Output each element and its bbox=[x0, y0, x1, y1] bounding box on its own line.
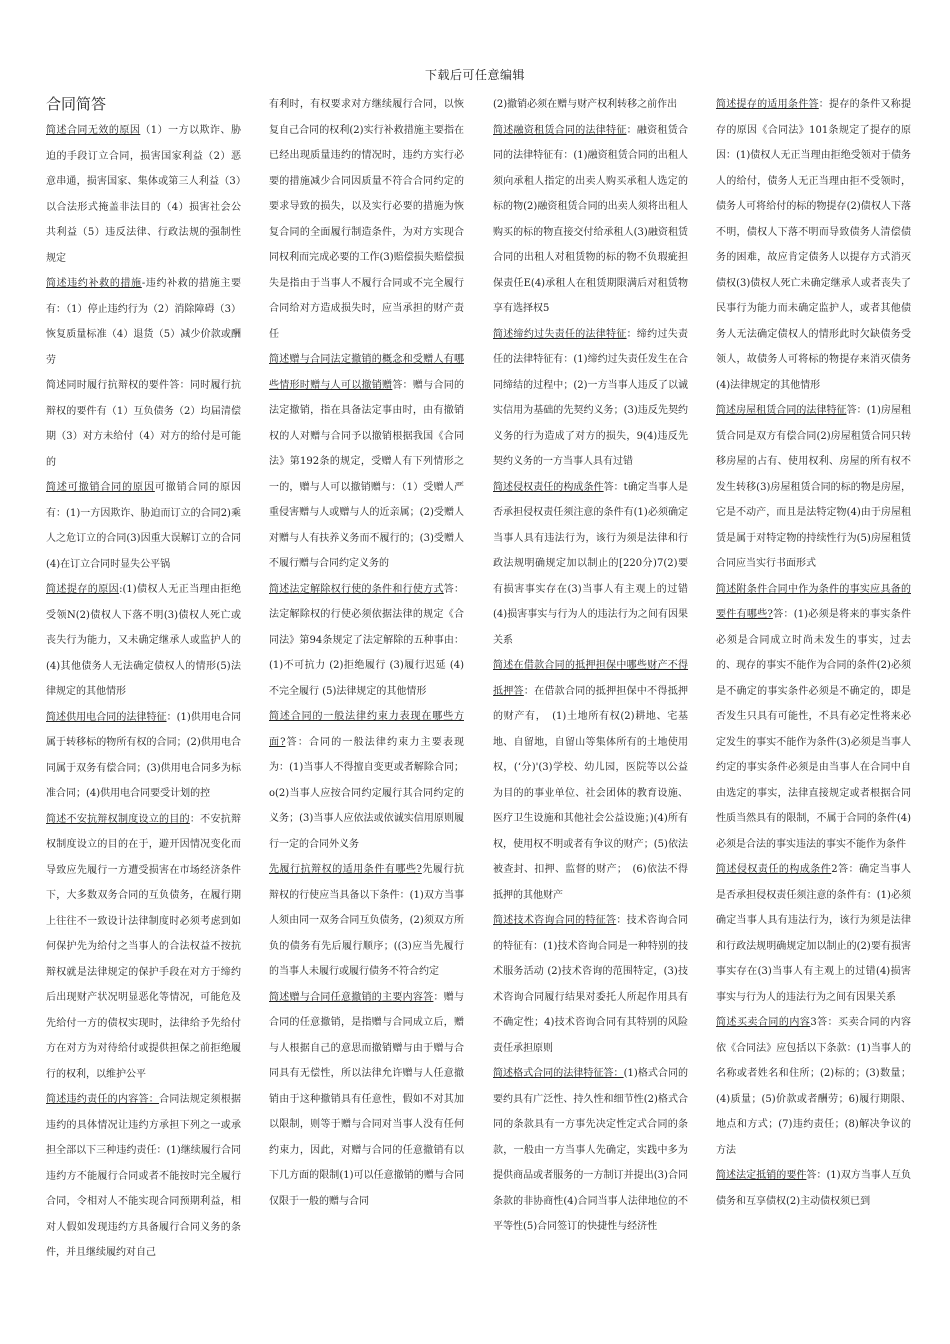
question-heading: 简述供用电合同的法律特征 bbox=[46, 711, 167, 723]
answer-text: ：赠与合同的任意撤销，是指赠与合同成立后，赠与人根据自己的意思而撤销赠与由于赠与合同具有无偿性，所以法律允许赠与人任意撤销由于这种撤销具有任意性，假如不对其加以限制，则等于赠与合同对当事人没有任何约束力，因此，对赠与合同的任意撤销有以下几方面的限制(1)可以任意撤销的赠与合同仅限于一般的赠与合同 bbox=[269, 991, 465, 1207]
paragraph bbox=[46, 373, 241, 475]
paragraph bbox=[269, 857, 464, 985]
paragraph bbox=[269, 347, 464, 577]
paragraph bbox=[716, 1163, 911, 1214]
paragraph bbox=[46, 475, 241, 577]
question-heading: 简述违约补救的措施 bbox=[46, 278, 142, 289]
answer-text: 答：合同的一般法律约束力主要表现为：(1)当事人不得擅自变更或者解除合同；o(2)当事人应按合同约定履行其合同约定的义务；(3)当事人应依法或依诚实信用原则履行一定的合同外义务 bbox=[269, 736, 465, 850]
answer-text: ：融资租赁合同的法律特征有：(1)融资租赁合同的出租人须向承租人指定的出卖人购买承租人选定的标的物(2)融资租赁合同的出卖人须将出租人购买的标的物直接交付给承租人(3)融资租赁合同的出租人对租赁物的标的物不负瑕疵担保责任E(4)承租人在租赁期限满后对租赁物享有选择权5 bbox=[493, 124, 689, 314]
answer-text: ：不安抗辩权制度设立的目的在于，避开因情况变化而导致应先履行一方遭受损害在市场经济条件下，大多数双务合同的互负债务，在履行期上往往不一致设计法律制度时必须考虑到如何保护先为给付之当事人的合法权益不按抗辩权就是法律规定的保护手段在对方于缔约后出现财产状况明显恶化等情况，可能危及先给付一方的债权实现时，法律给予先给付方在对方为对待给付或提供担保之前拒绝履行的权利，以维护公平 bbox=[46, 813, 242, 1080]
paragraph bbox=[269, 704, 464, 857]
paragraph bbox=[46, 807, 241, 1088]
question-heading: 简述格式合同的法律特征答： bbox=[493, 1068, 624, 1079]
answer-text: ：技术咨询合同的特征有：(1)技术咨询合同是一种特别的技术服务活动 (2)技术咨询的范围特定，(3)技术咨询合同履行结果对委托人所起作用具有不确定性；4)技术咨询合同有其特别的风险责任承担原则 bbox=[493, 915, 689, 1054]
question-heading: 简述法定抵销的要件 bbox=[716, 1170, 807, 1181]
answer-text: -违约补救的措施主要有：（1）停止违约行为（2）消除障碍（3）恢复质量标准（4）退货（5）减少价款或酬劳 bbox=[46, 278, 241, 366]
paragraph bbox=[269, 577, 464, 705]
paragraph bbox=[46, 705, 241, 807]
answer-text: ：在借款合同的抵押担保中不得抵押的财产有， (1)土地所有权(2)耕地、宅基地、自留地，自留山等集体所有的土地使用权，(‘分)'(3)学校、幼儿园，医院等以公益为目的的事业单位、社会团体的教育设施、医疗卫生设施和其他社会公益设施；)(4)所有权，使用权不明或者有争议的财产；(5)依法被查封、扣押、监督的财产； (6)依法不得抵押的其他财产 bbox=[493, 685, 689, 901]
question-heading: 简述违约责任的内容答： bbox=[46, 1094, 160, 1105]
paragraph bbox=[46, 577, 241, 705]
question-heading: 简述融资租赁合同的法律特征 bbox=[493, 124, 627, 136]
answer-text: ：缔约过失责任的法律特征有：(1)缔约过失责任发生在合同缔结的过程中；(2)一方当事人违反了以诚实信用为基础的先契约义务；(3)违反先契约义务的行为造成了对方的损失，9(4)违反先契约义务的一方当事人具有过错 bbox=[493, 328, 689, 467]
question-heading: 简述侵权责任的构成条件 bbox=[493, 481, 604, 493]
paragraph bbox=[269, 985, 464, 1215]
answer-text: 答：(1)房屋租赁合同是双方有偿合同(2)房屋租赁合同只转移房屋的占有、使用权利、房屋的所有权不发生转移(3)房屋租赁合同的标的物是房屋，它是不动产，而且是法特定物(4)由于房屋租赁是属于对特定物的持续性行为(5)房屋租赁合同应当实行书面形式 bbox=[716, 405, 912, 569]
question-heading: 简述不安抗辩权制度设立的目的 bbox=[46, 813, 190, 825]
answer-text: 3答：买卖合同的内容依《合同法》应包括以下条款：(1)当事人的名称或者姓名和住所；(2)标的；(3)数量；(4)质量；(5)价款或者酬劳；6)履行期限、地点和方式；(7)违约责任；(8)解决争议的方法 bbox=[716, 1017, 911, 1156]
answer-text: 答：(1)双方当事人互负债务和互享债权(2)主动债权须已到 bbox=[716, 1170, 912, 1207]
paragraph bbox=[269, 92, 464, 347]
answer-text: 答：(1)必须是将来的事实条件必须是合同成立时尚未发生的事实，过去的、现存的事实不能作为合同的条件(2)必须是不确定的事实条件必须是不确定的，即是否发生只具有可能性，不具有必定性将来必定发生的事实不能作为条件(3)必须是当事人约定的事实条件必须是由当事人在合同中自由选定的事实，法律直接规定或者根据合同性质当然具有的限制，不属于合同的条件(4)必须是合法的事实违法的事实不能作为条件 bbox=[716, 609, 911, 850]
answer-text: 答：t确定当事人是否承担侵权责任须注意的条件有(1)必须确定当事人具有违法行为，该行为须是法律和行政法规明确规定加以制止的[220分)7(2)要有损害事实存在(3)当事人有主观上的过错(4)损害事实与行为人的违法行为之间有因果关系 bbox=[493, 481, 688, 646]
answer-text: 先履行抗辩权的行使应当具备以下条件：(1)双方当事人须由同一双务合同互负债务，(2)须双方所负的债务有先后履行顺序；((3)应当先履行的当事人未履行或履行债务不符合约定 bbox=[269, 864, 464, 977]
question-heading: 简述房屋租赁合同的法律特征 bbox=[716, 405, 847, 416]
column-1 bbox=[46, 92, 241, 1266]
question-heading: 先履行抗辩权的适用条件有哪些? bbox=[269, 864, 422, 875]
question-heading: 简述提存的适用条件答 bbox=[716, 99, 819, 110]
paragraph bbox=[493, 92, 688, 118]
answer-text: 简述同时履行抗辩权的要件答：同时履行抗辩权的要件有（1）互负债务（2）均届清偿期（3）对方未给付（4）对方的给付是可能的 bbox=[46, 380, 241, 468]
paragraph bbox=[493, 322, 688, 475]
question-heading: 简述法定解除权行使的条件和行使方式 bbox=[269, 583, 444, 595]
paragraph bbox=[493, 908, 688, 1061]
question-heading: 简述赠与合同法定撤销的概念和受赠人有哪些情形时赠与人可以撤销赠 bbox=[269, 354, 464, 391]
paragraph bbox=[493, 475, 688, 654]
answer-text: （1）一方以欺诈、胁迫的手段订立合同，损害国家利益（2）恶意串通，损害国家、集体或第三人利益（3）以合法形式掩盖非法目的（4）损害社会公共利益（5）违反法律、行政法规的强制性规定 bbox=[46, 125, 241, 264]
paragraph bbox=[716, 1010, 911, 1163]
paragraph bbox=[46, 118, 241, 271]
paragraph bbox=[716, 577, 911, 858]
answer-text: (1)格式合同的要约具有广泛性、持久性和细节性(2)格式合同的条款具有一方事先决定性定式合同的条款，一般由一方当事人先确定，实践中多为提供商品或者服务的一方制订并提出(3)合同条款的非协商性(4)合同当事人法律地位的不平等性(5)合同签订的快捷性与经济性 bbox=[493, 1068, 689, 1232]
paragraph bbox=[46, 271, 241, 373]
question-heading: 简述提存的原因 bbox=[46, 584, 120, 595]
question-heading: 简述赠与合同任意撤销的主要内容答 bbox=[269, 991, 434, 1003]
paragraph bbox=[493, 1061, 688, 1240]
question-heading: 简述合同的一般法律约束力表现在哪些方面? bbox=[269, 711, 464, 748]
answer-text: 答：赠与合同的法定撤销，指在具备法定事由时，由有撤销权的人对赠与合同予以撤销根据我国《合同法》第192条的规定，受赠人有下列情形之一的，赠与人可以撤销赠与：（1）受赠人严重侵害赠与人或赠与人的近亲属；(2)受赠人对赠与人有扶养义务而不履行的；(3)受赠人不履行赠与合同约定义务的 bbox=[269, 379, 465, 569]
paragraph bbox=[493, 653, 688, 908]
question-heading: 简述技术咨询合同的特征答 bbox=[493, 915, 617, 926]
answer-text: ：(1)供用电合同属于转移标的物所有权的合同；(2)供用电合同属于双务有偿合同；(3)供用电合同多为标准合同；(4)供用电合同要受计划的控 bbox=[46, 711, 242, 799]
answer-text: :(1)债权人无正当理由拒绝受领N(2)债权人下落不明(3)债权人死亡或丧失行为能力，又未确定继承人或监护人的(4)其他债务人无法确定债权人的情形(5)法律规定的其他情形 bbox=[46, 584, 241, 697]
question-heading: 简述合同无效的原因 bbox=[46, 125, 141, 136]
column-3 bbox=[493, 92, 688, 1240]
question-heading: 简述附条件合同中作为条件的事实应具备的要件有哪些? bbox=[716, 583, 911, 620]
paragraph bbox=[46, 1087, 241, 1266]
answer-text: (2)撤销必须在赠与财产权利转移之前作出 bbox=[493, 99, 678, 110]
column-2 bbox=[269, 92, 464, 1214]
question-heading: 简述买卖合同的内容 bbox=[716, 1017, 811, 1028]
answer-text: 可撤销合同的原因有：(1)一方因欺诈、胁迫而订立的合同2)乘人之危订立的合同(3)因重大误解订立的合同(4)在订立合同时显失公平锅 bbox=[46, 482, 242, 570]
answer-text: 答：法定解除权的行使必须依据法律的规定《合同法》第94条规定了法定解除的五种事由：(1)不可抗力 (2)拒绝履行 (3)履行迟延 (4)不完全履行 (5)法律规定的其他情形 bbox=[269, 583, 465, 697]
page-header: 下载后可任意编辑 bbox=[424, 68, 525, 82]
paragraph bbox=[493, 118, 688, 322]
question-heading: 简述在借款合同的抵押担保中哪些财产不得抵押答 bbox=[493, 660, 688, 697]
column-4 bbox=[716, 92, 911, 1214]
question-heading: 简述侵权责任的构成条件 bbox=[716, 864, 832, 875]
answer-text: ：提存的条件又称提存的原因《合同法》101条规定了提存的原因：(1)债权人无正当理由拒绝受领对于债务人的给付，债务人无正当理由拒不受领时，债务人可将给付的标的物提存(2)债权人下落不明，债权人下落不明而导致债务人清偿债务的困难，故应肯定债务人以提存方式消灭债权(3)债权人死亡未确定继承人或者丧失了民事行为能力而未确定监护人，或者其他债务人无法确定债权人的情形此时欠缺债务受领人，故债务人可将标的物提存来消灭债务(4)法律规定的其他情形 bbox=[716, 99, 912, 391]
answer-text: 有利时，有权要求对方继续履行合同，以恢复自己合同的权利(2)实行补救措施主要指在已经出现质量违约的情况时，违约方实行必要的措施减少合同因质量不符合合同约定的要求导致的损失，以及实行必要的措施为恢复合同的全面履行制造条件，为对方实现合同权利而完成必要的工作(3)赔偿损失赔偿损失是指由于当事人不履行合同或不完全履行合同给对方造成损失时，应当承担的财产责任 bbox=[269, 99, 464, 340]
answer-text: 合同法规定须根据违约的具体情况让违约方承担下列之一或承担全部以下三种违约责任：(1)继续履行合同违约方不能履行合同或者不能按时完全履行合同，令相对人不能实现合同预期利益，相对人假如发现违约方具备履行合同义务的条件，并且继续履约对自己 bbox=[46, 1094, 242, 1258]
document-title: 合同简答 bbox=[46, 95, 107, 113]
paragraph bbox=[716, 857, 911, 1010]
question-heading: 简述缔约过失责任的法律特征 bbox=[493, 328, 627, 340]
question-heading: 简述可撤销合同的原因 bbox=[46, 482, 155, 493]
paragraph bbox=[716, 92, 911, 398]
paragraph bbox=[716, 398, 911, 577]
answer-text: 2答：确定当事人是否承担侵权责任须注意的条件有：(1)必须确定当事人具有违法行为，该行为须是法律和行政法规明确规定加以制止的(2)要有损害事实存在(3)当事人有主观上的过错(4)损害事实与行为人的违法行为之间有因果关系 bbox=[716, 864, 911, 1003]
